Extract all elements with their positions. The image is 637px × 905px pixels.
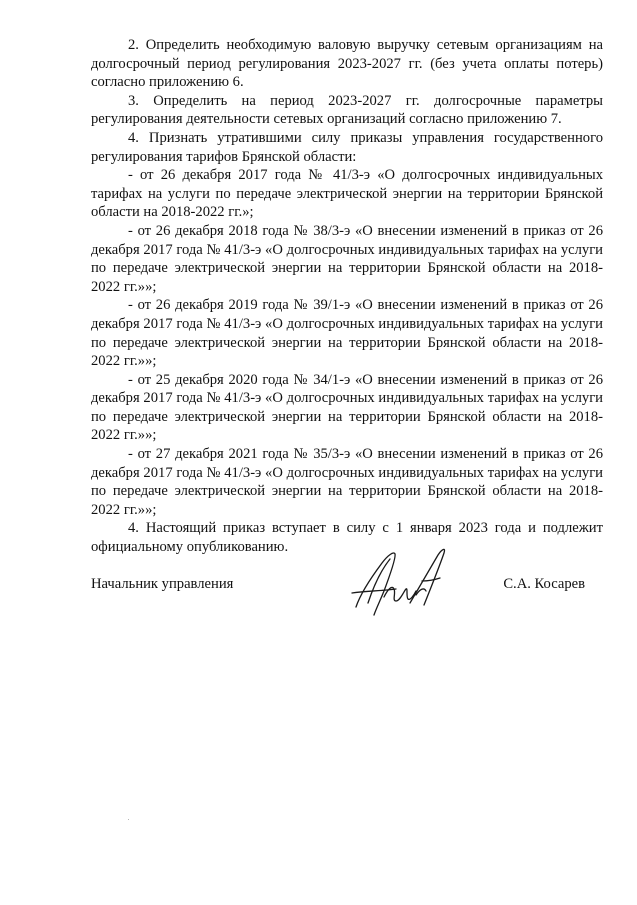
scan-speck xyxy=(128,819,129,820)
repealed-order-item-3: - от 26 декабря 2019 года № 39/1-э «О внесении изменений в приказ от 26 декабря 2017 года № 41/3-э «О долгосрочных индивидуальных тарифах на услуги по передаче электрической энергии на территории Брянской области на 2018-2022 гг.»»; xyxy=(91,297,603,370)
signature-block xyxy=(91,575,603,595)
paragraph-4-repeal-intro: 4. Признать утратившими силу приказы управления государственного регулирования тарифов Брянской области: xyxy=(91,129,603,165)
signer-name: С.А. Косарев xyxy=(503,576,585,592)
repealed-order-item-5: - от 27 декабря 2021 года № 35/3-э «О внесении изменений в приказ от 26 декабря 2017 года № 41/3-э «О долгосрочных индивидуальных тарифах на услуги по передаче электрической энергии на территории Брянской области на 2018-2022 гг.»»; xyxy=(91,446,603,518)
paragraph-effective-date: 4. Настоящий приказ вступает в силу с 1 января 2023 года и подлежит официальному опубликованию. xyxy=(91,520,603,556)
repealed-order-item-4: - от 25 декабря 2020 года № 34/1-э «О внесении изменений в приказ от 26 декабря 2017 года № 41/3-э «О долгосрочных индивидуальных тарифах на услуги по передаче электрической энергии на территории Брянской области на 2018-2022 гг.»»; xyxy=(91,371,603,444)
signer-title: Начальник управления xyxy=(91,576,234,592)
repealed-order-item-2: - от 26 декабря 2018 года № 38/3-э «О внесении изменений в приказ от 26 декабря 2017 года № 41/3-э «О долгосрочных индивидуальных тарифах на услуги по передаче электрической энергии на территории Брянской области на 2018-2022 гг.»»; xyxy=(91,222,603,295)
handwritten-signature xyxy=(348,545,458,620)
document-body xyxy=(91,36,603,557)
paragraph-2-revenue: 2. Определить необходимую валовую выручку сетевым организациям на долгосрочный период регулирования 2023-2027 гг. (без учета оплаты потерь) согласно приложению 6. xyxy=(91,37,603,91)
paragraph-3-parameters: 3. Определить на период 2023-2027 гг. долгосрочные параметры регулирования деятельности сетевых организаций согласно приложению 7. xyxy=(91,92,603,128)
repealed-order-item-1: - от 26 декабря 2017 года № 41/3-э «О долгосрочных индивидуальных тарифах на услуги по передаче электрической энергии на территории Брянской области на 2018-2022 гг.»; xyxy=(91,167,603,221)
